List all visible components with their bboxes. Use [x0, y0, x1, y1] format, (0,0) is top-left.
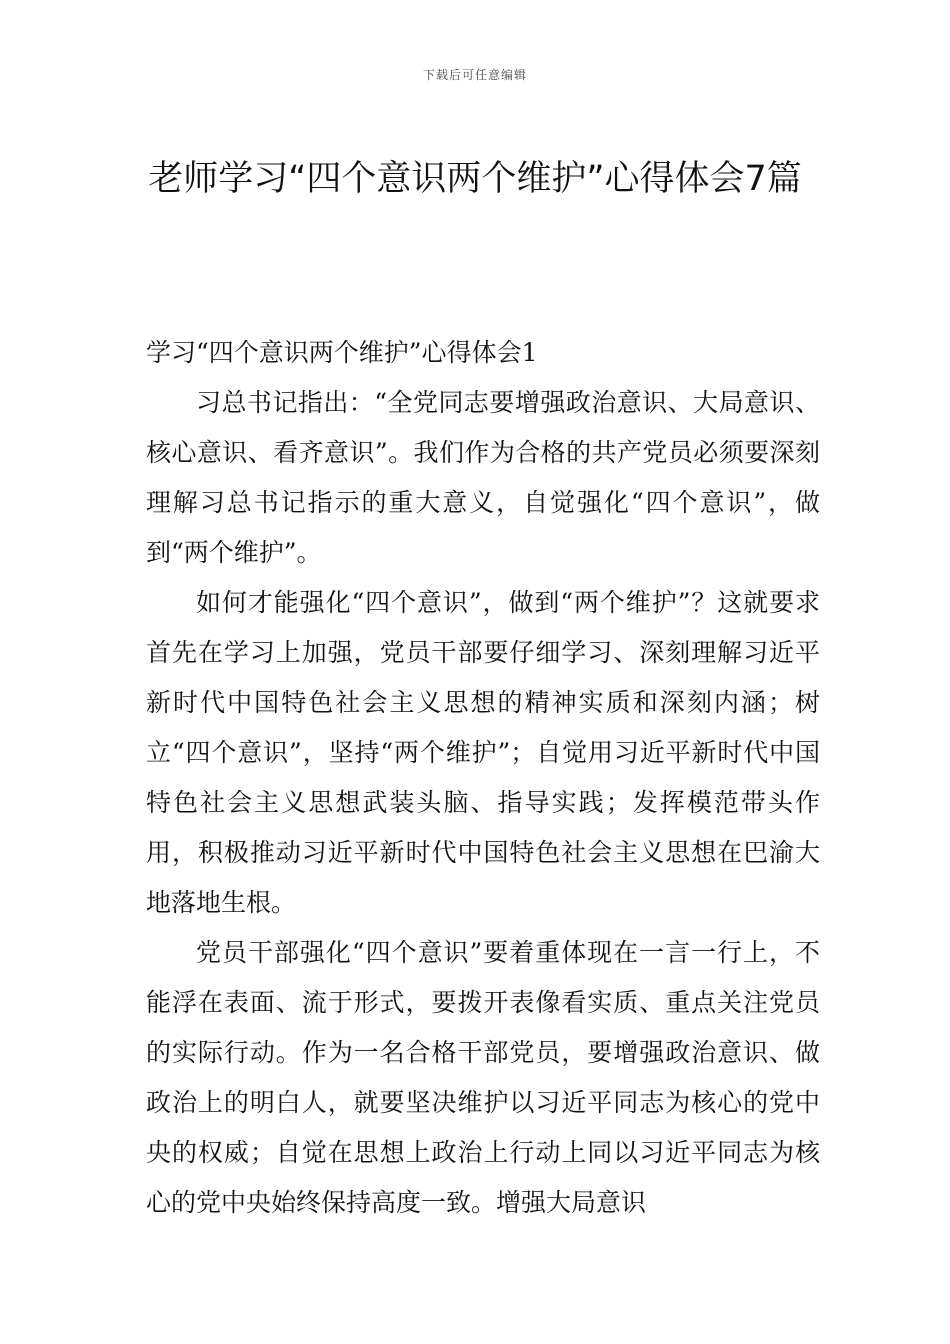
paragraph: 如何才能强化“四个意识”，做到“两个维护”？这就要求首先在学习上加强，党员干部要仔细学习、深刻理解习近平新时代中国特色社会主义思想的精神实质和深刻内涵；树立“四个意识”，坚持“两个维护”；自觉用习近平新时代中国特色社会主义思想武装头脑、指导实践；发挥模范带头作用，积极推动习近平新时代中国特色社会主义思想在巴渝大地落地生根。: [146, 588, 820, 917]
section-title: 学习“四个意识两个维护”心得体会1: [146, 338, 538, 367]
paragraph: 党员干部强化“四个意识”要着重体现在一言一行上，不能浮在表面、流于形式，要拨开表像看实质、重点关注党员的实际行动。作为一名合格干部党员，要增强政治意识、做政治上的明白人，就要坚决维护以习近平同志为核心的党中央的权威；自觉在思想上政治上行动上同以习近平同志为核心的党中央始终保持高度一致。增强大局意识: [146, 938, 820, 1217]
paragraph: 习总书记指出：“全党同志要增强政治意识、大局意识、核心意识、看齐意识”。我们作为合格的共产党员必须要深刻理解习总书记指示的重大意义，自觉强化“四个意识”，做到“两个维护”。: [146, 388, 820, 567]
document-title: 老师学习“四个意识两个维护”心得体会7篇: [148, 159, 802, 199]
header-note: 下载后可任意编辑: [422, 68, 527, 82]
document-body: [146, 328, 820, 1228]
